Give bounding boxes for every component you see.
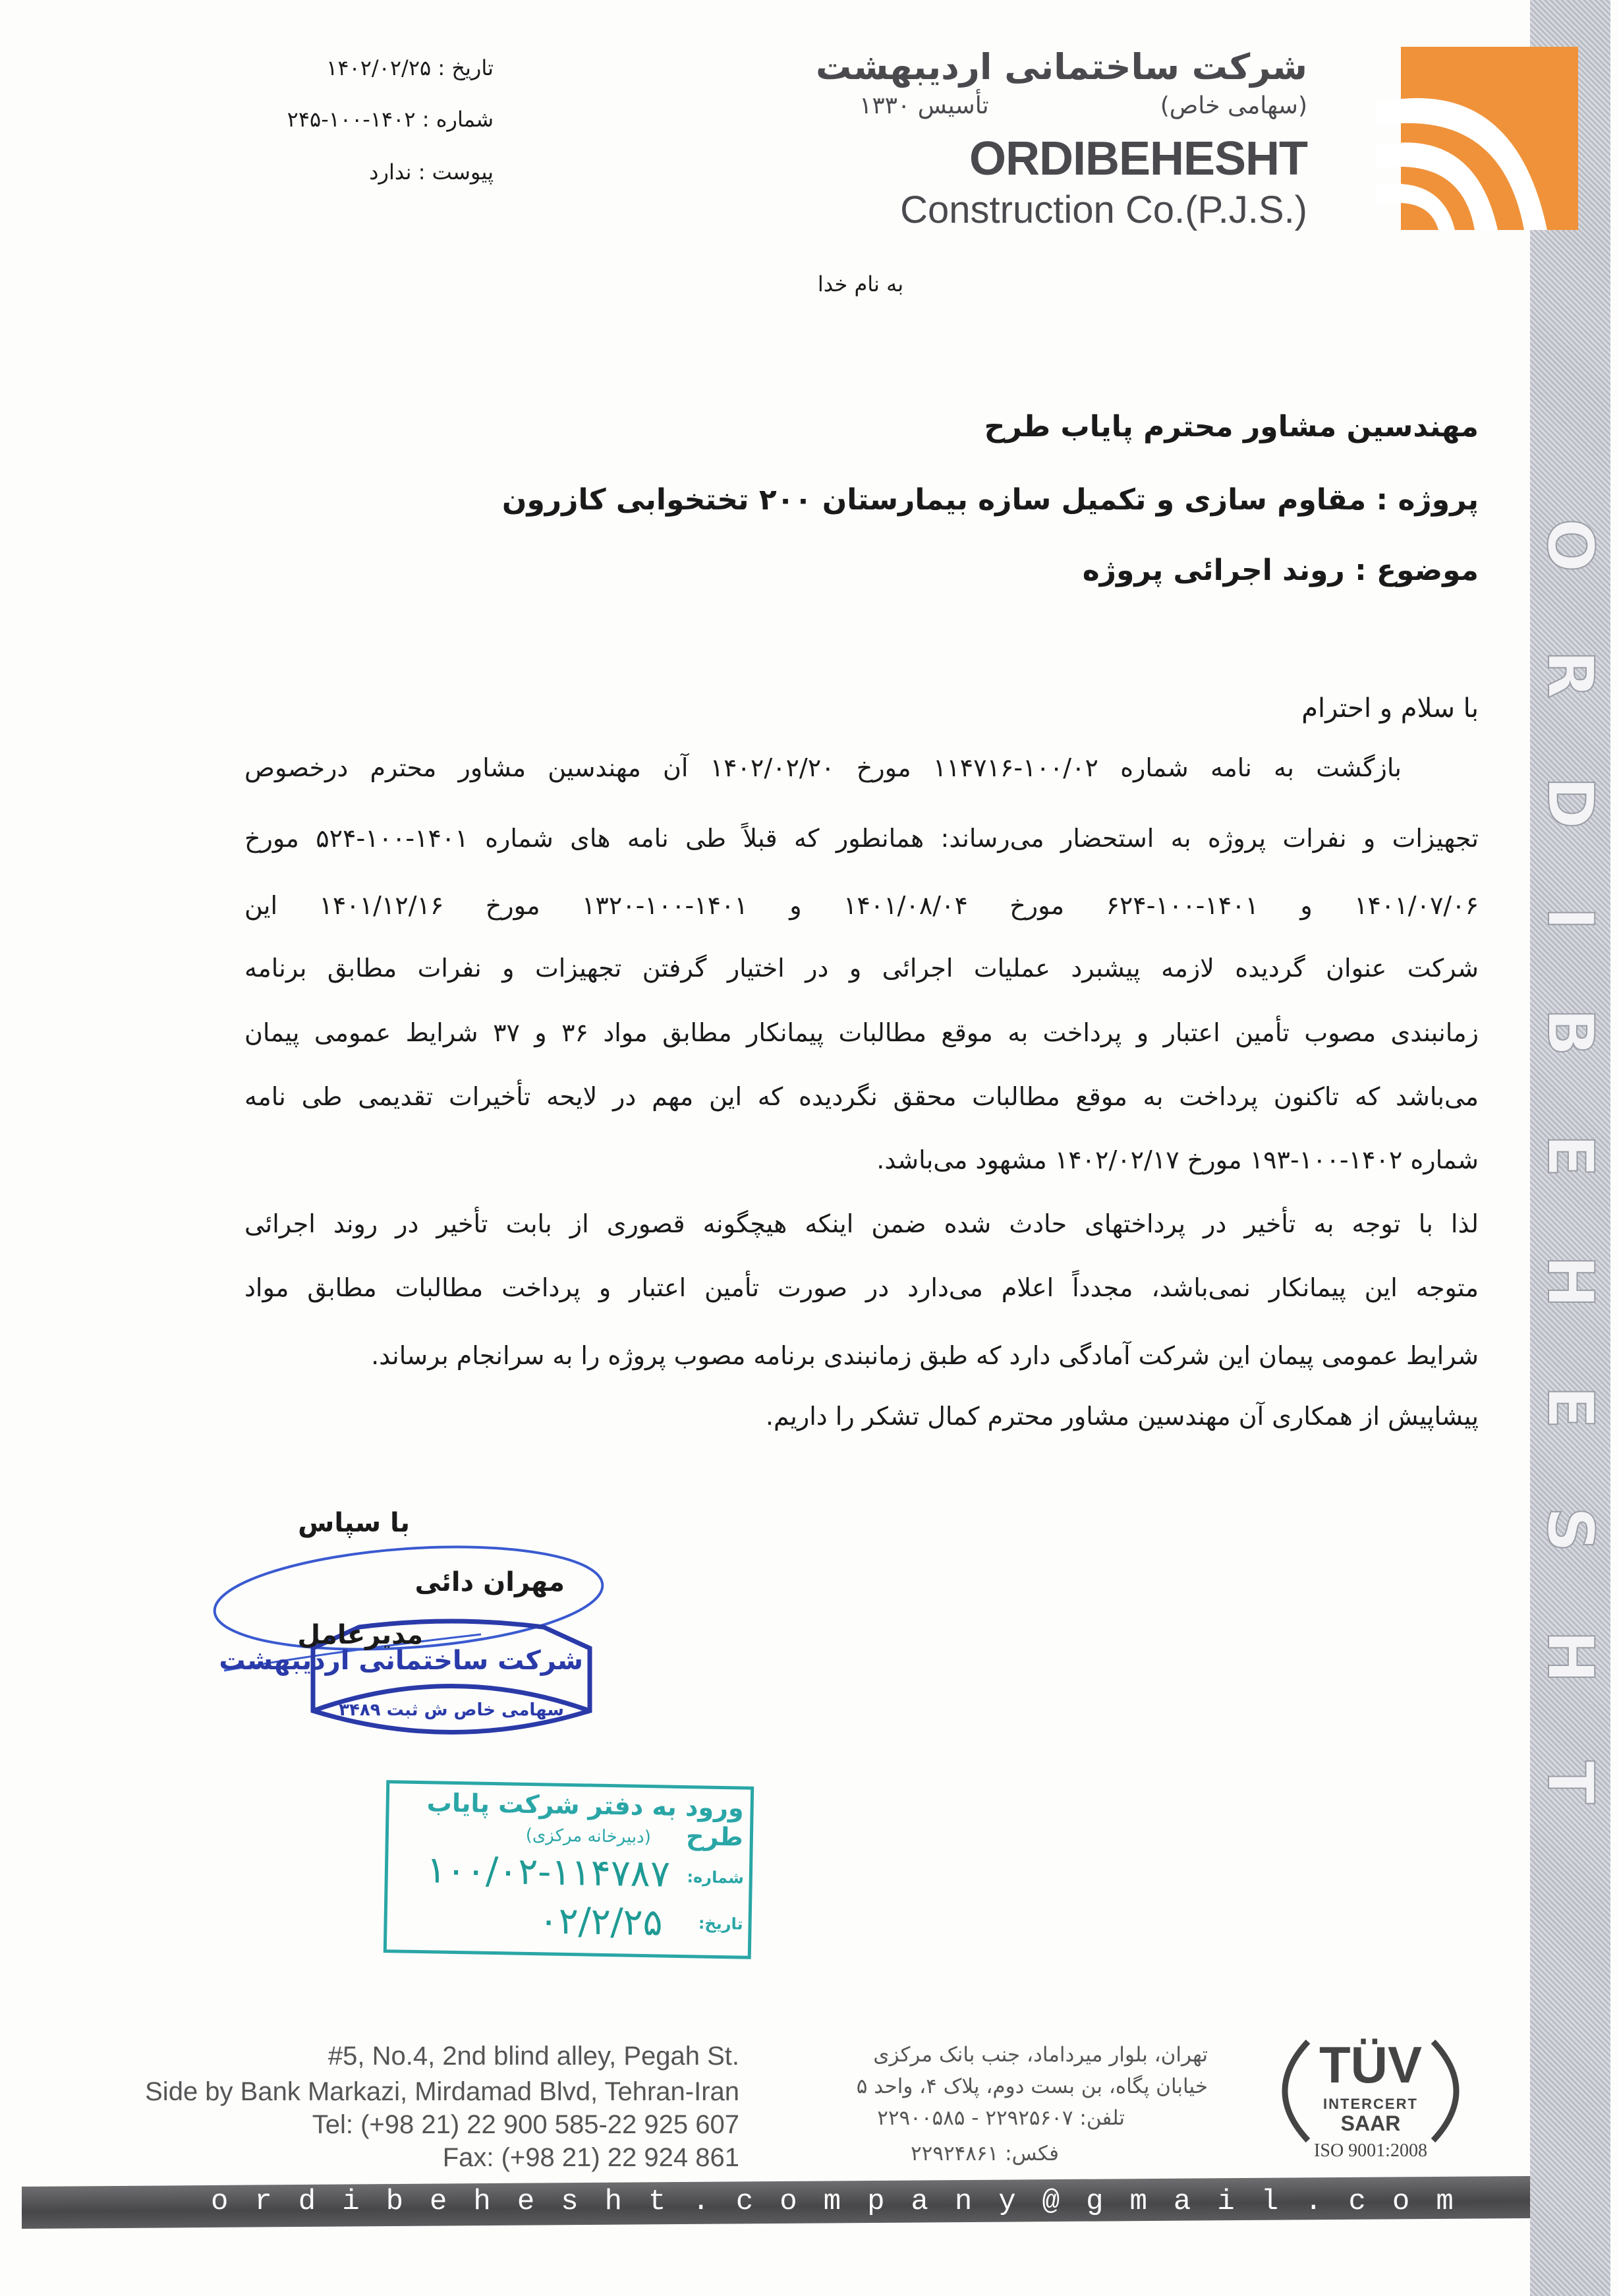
subject: موضوع : روند اجرائی پروژه — [1082, 554, 1479, 587]
recipient: مهندسین مشاور محترم پایاب طرح — [984, 410, 1479, 444]
company-email[interactable]: ordibehesht.company@gmail.com — [211, 2185, 1480, 2218]
footer-address-en-1: #5, No.4, 2nd blind alley, Pegah St. — [327, 2042, 739, 2071]
receipt-title: ورود به دفتر شرکت پایاب طرح — [426, 1788, 745, 1852]
receipt-date-value: ۰۲/۲/۲۵ — [538, 1899, 664, 1945]
body-line: تجهیزات و نفرات پروژه به استحضار می‌رساند: همانطور که قبلاً طی نامه های شماره ۱۴۰۱-۱۰۰-۵۲۴ مورخ — [244, 824, 1479, 853]
company-type: (سهامی خاص) — [1160, 92, 1307, 119]
receipt-date-label: تاریخ: — [698, 1914, 743, 1934]
letter-date: تاریخ : ۱۴۰۲/۰۲/۲۵ — [326, 55, 494, 80]
body-line: پیشاپیش از همکاری آن مهندسین مشاور محترم کمال تشکر را داریم. — [765, 1402, 1479, 1431]
body-line: شرکت عنوان گردیده لازمه پیشبرد عملیات اجرائی و در اختیار گرفتن تجهیزات و نفرات مطابق برنامه — [244, 954, 1479, 983]
tuv-certification-logo — [1262, 2035, 1479, 2167]
body-line: بازگشت به نامه شماره ۱۰۰/۰۲-۱۱۴۷۱۶ مورخ ۱۴۰۲/۰۲/۲۰ آن مهندسین مشاور محترم درخصوص — [244, 753, 1402, 782]
body-line: می‌باشد که تاکنون پرداخت به موقع مطالبات محقق نگردیده که این مهم در لایحه تأخیرات تقدیمی طی نامه — [244, 1082, 1479, 1111]
signatory-title: مدیرعامل — [297, 1620, 423, 1650]
footer-tel-en: Tel: (+98 21) 22 900 585-22 925 607 — [312, 2110, 739, 2139]
letter-number: شماره : ۱۴۰۲-۱۰۰-۲۴۵ — [287, 107, 494, 132]
closing: با سپاس — [298, 1508, 410, 1538]
signatory-name: مهران دائی — [414, 1567, 565, 1597]
receipt-number-value: ۱۰۰/۰۲-۱۱۴۷۸۷ — [426, 1849, 671, 1896]
company-name-fa: شرکت ساختمانی اردیبهشت — [816, 46, 1307, 88]
seal-top-text: شرکت ساختمانی اردیبهشت — [219, 1646, 583, 1676]
tuv-brand: TÜV — [1319, 2036, 1422, 2094]
company-subname-en: Construction Co.(P.J.S.) — [900, 188, 1307, 231]
body-line: متوجه این پیمانکار نمی‌باشد، مجدداً اعلام می‌دارد در صورت تأمین اعتبار و پرداخت مطالبات مطابق مواد — [244, 1273, 1479, 1302]
footer-address-en-2: Side by Bank Markazi, Mirdamad Blvd, Tehran-Iran — [145, 2077, 739, 2106]
body-line: شماره ۱۴۰۲-۱۰۰-۱۹۳ مورخ ۱۴۰۲/۰۲/۱۷ مشهود می‌باشد. — [876, 1145, 1479, 1174]
letter-attachment: پیوست : ندارد — [369, 159, 494, 185]
bismillah: به نام خدا — [817, 272, 904, 297]
footer-tel-fa: تلفن: ۲۲۹۲۵۶۰۷ - ۲۲۹۰۰۵۸۵ — [877, 2106, 1125, 2130]
project-title: پروژه : مقاوم سازی و تکمیل سازه بیمارستان ۲۰۰ تختخوابی کازرون — [501, 483, 1479, 517]
receipt-number-label: شماره: — [687, 1868, 745, 1887]
body-line: شرایط عمومی پیمان این شرکت آمادگی دارد که طبق زمانبندی برنامه مصوب پروژه را به سرانجام برساند. — [371, 1341, 1479, 1370]
company-subtitle-fa — [859, 92, 1307, 119]
tuv-intercert: INTERCERT — [1323, 2096, 1418, 2112]
body-line: زمانبندی مصوب تأمین اعتبار و پرداخت به موقع مطالبات پیمانکار مطابق مواد ۳۶ و ۳۷ شرایط عمومی پیمان — [244, 1018, 1479, 1047]
company-founded: تأسیس ۱۳۳۰ — [859, 92, 989, 119]
receipt-subtitle: (دبیرخانه مرکزی) — [525, 1825, 652, 1848]
company-logo-icon — [1376, 47, 1578, 230]
footer-address-fa-2: خیابان پگاه، بن بست دوم، پلاک ۴، واحد ۵ — [856, 2075, 1208, 2098]
iso-certificate: ISO 9001:2008 — [1314, 2140, 1427, 2161]
side-band-wordmark: ORDIBEHESHT — [1533, 518, 1607, 1882]
footer-fax-fa: فکس: ۲۲۹۲۴۸۶۱ — [911, 2142, 1059, 2166]
greeting: با سلام و احترام — [1301, 693, 1479, 724]
footer-address-fa-1: تهران، بلوار میرداماد، جنب بانک مرکزی — [873, 2043, 1208, 2067]
body-line: لذا با توجه به تأخیر در پرداختهای حادث شده ضمن اینکه هیچگونه قصوری از بابت تأخیر در روند اجرائی — [244, 1209, 1479, 1238]
company-name-en: ORDIBEHESHT — [969, 132, 1307, 185]
footer-fax-en: Fax: (+98 21) 22 924 861 — [442, 2143, 739, 2172]
body-line: ۱۴۰۱/۰۷/۰۶ و ۱۴۰۱-۱۰۰-۶۲۴ مورخ ۱۴۰۱/۰۸/۰۴ و ۱۴۰۱-۱۰۰-۱۳۲۰ مورخ ۱۴۰۱/۱۲/۱۶ این — [244, 891, 1479, 920]
seal-bottom-text: سهامی خاص ش ثبت ۳۴۸۹ — [339, 1700, 564, 1720]
tuv-saar: SAAR — [1340, 2111, 1401, 2135]
receipt-stamp — [383, 1780, 754, 1959]
